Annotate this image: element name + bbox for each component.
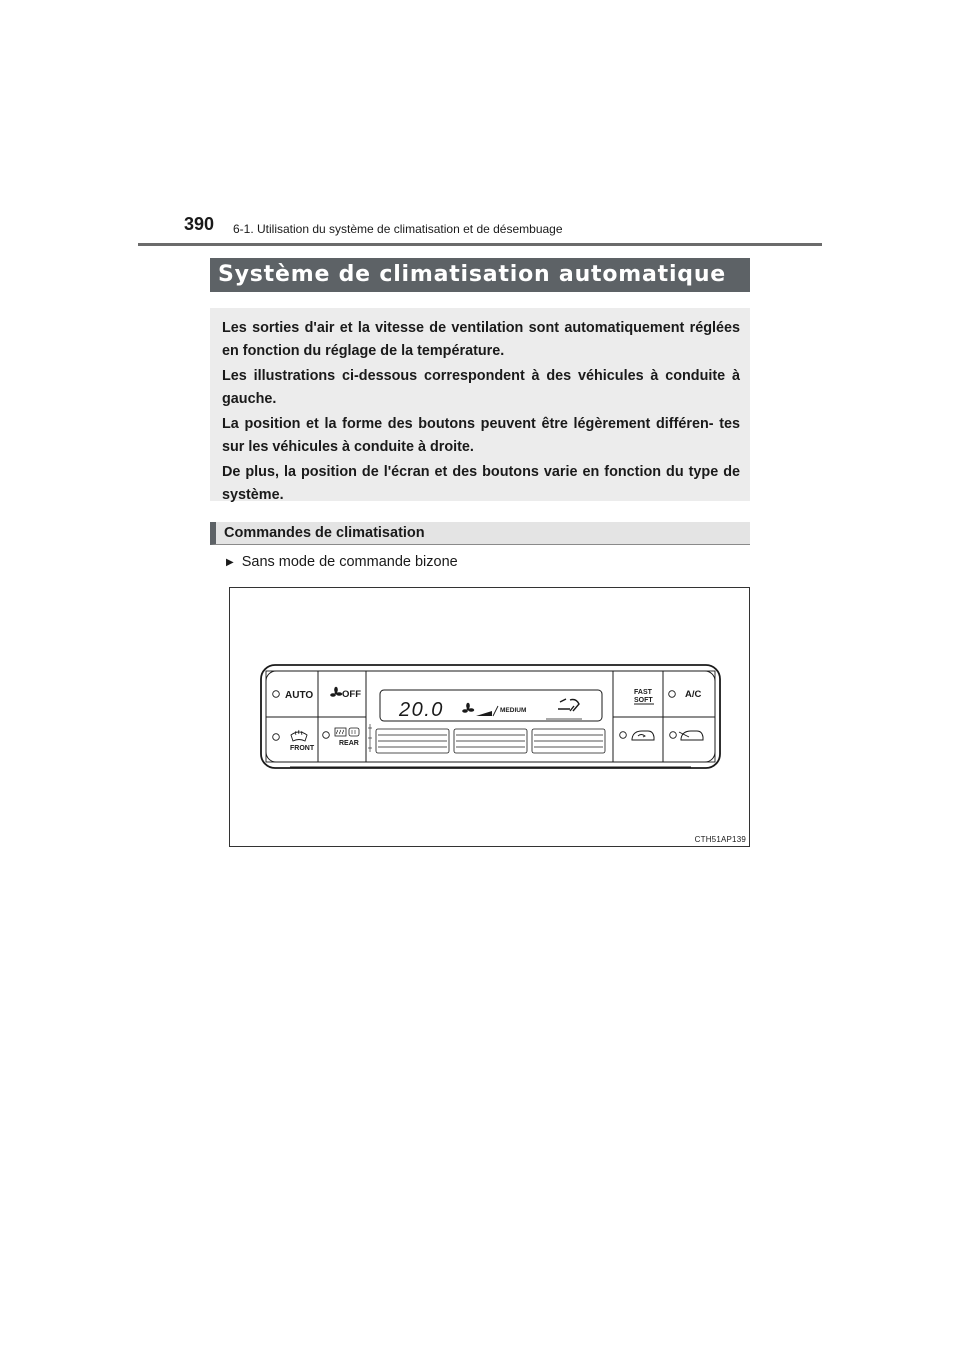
fan-icon	[330, 687, 342, 697]
fast-label: FAST	[634, 689, 652, 696]
recirculation-icon	[632, 731, 654, 740]
outside-air-icon	[679, 731, 703, 740]
air-vent-center	[454, 729, 527, 753]
running-head: 6-1. Utilisation du système de climatisation et de désembuage	[233, 222, 563, 236]
outside-air-indicator	[670, 732, 677, 739]
figure-code: CTH51AP139	[694, 835, 746, 844]
auto-indicator	[273, 691, 280, 698]
ac-label: A/C	[685, 689, 702, 700]
header-rule	[138, 243, 822, 246]
intro-box	[210, 308, 750, 501]
page-number: 390	[184, 214, 215, 234]
front-label: FRONT	[290, 745, 315, 752]
front-defroster-icon	[291, 730, 307, 741]
bullet-text: Sans mode de commande bizone	[241, 554, 458, 570]
intro-paragraph: Les illustrations ci-dessous correspondent à des véhicules à conduite à gauche.	[222, 368, 740, 407]
recirculation-indicator	[620, 732, 627, 739]
off-label: OFF	[342, 689, 361, 700]
bullet-item	[226, 553, 458, 572]
air-vent-left	[376, 729, 449, 753]
vent-mode-icon	[558, 699, 579, 711]
intro-paragraph: Les sorties d'air et la vitesse de ventilation sont automatiquement réglées en fonction du réglage de la température.	[222, 320, 740, 359]
ac-indicator	[669, 691, 676, 698]
display-temperature: 20.0	[399, 699, 444, 721]
section-heading: Commandes de climatisation	[210, 522, 750, 545]
air-vent-right	[532, 729, 605, 753]
soft-label: SOFT	[634, 697, 653, 704]
fan-speed-divider	[493, 706, 498, 716]
triangle-bullet-icon: ▶	[226, 557, 234, 568]
figure-frame	[229, 587, 750, 847]
panel-inner-outline	[266, 671, 715, 762]
rear-defroster-icon	[335, 728, 346, 736]
panel-outline	[261, 665, 720, 768]
climate-control-panel	[230, 588, 751, 848]
temperature-scale	[368, 724, 372, 752]
rear-defroster-indicator	[323, 732, 330, 739]
front-defroster-indicator	[273, 734, 280, 741]
intro-paragraph: La position et la forme des boutons peuvent être légèrement différen- tes sur les véhicules à conduite à droite.	[222, 416, 740, 455]
page-title: Système de climatisation automatique	[210, 258, 750, 292]
display-fan-mode: MEDIUM	[500, 707, 527, 714]
auto-label: AUTO	[285, 690, 314, 701]
rear-label: REAR	[339, 740, 359, 747]
fan-speed-bar	[476, 711, 492, 716]
mirror-defroster-icon	[349, 728, 359, 736]
intro-paragraph: De plus, la position de l'écran et des boutons varie en fonction du type de système.	[222, 464, 740, 503]
fan-icon	[462, 703, 474, 713]
